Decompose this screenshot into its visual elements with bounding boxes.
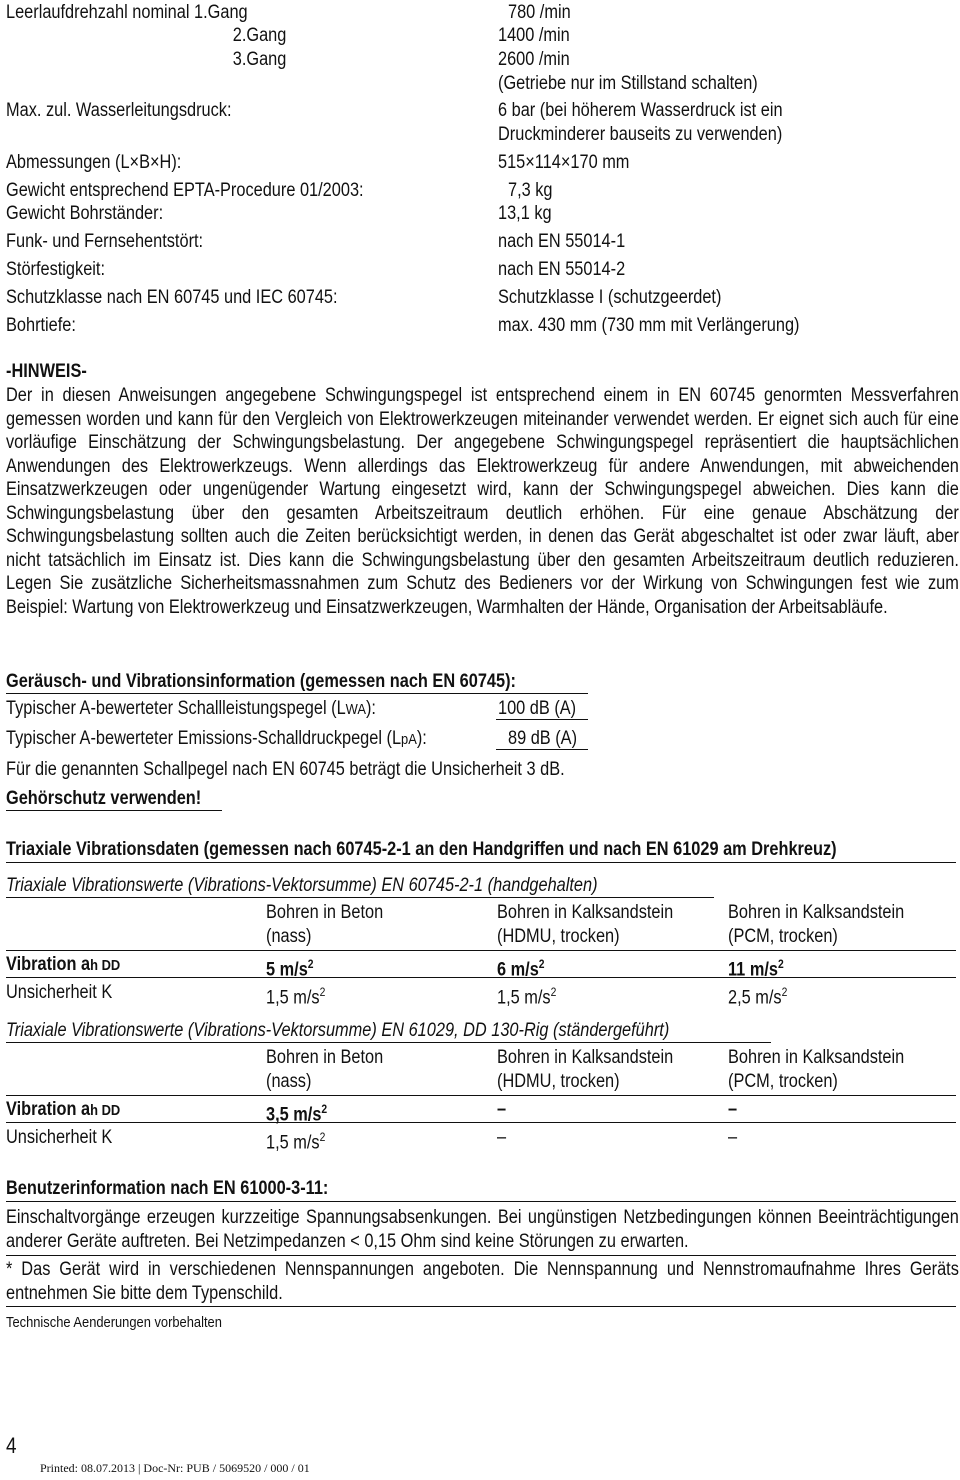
noise-title-underline — [6, 693, 588, 694]
user-info-title: Benutzerinformation nach EN 61000-3-11: — [6, 1178, 329, 1199]
table2-col2-header-a: Bohren in Kalksandstein — [497, 1047, 674, 1068]
print-info: Printed: 08.07.2013 | Doc-Nr: PUB / 5069520 / 000 / 01 — [40, 1461, 310, 1475]
spec-idle-label: Leerlaufdrehzahl nominal 1.Gang — [6, 2, 248, 23]
spec-idle-value-1: 780 /min — [508, 2, 571, 23]
spec-dimensions-value: 515×114×170 mm — [498, 152, 630, 173]
table1-col3-header-a: Bohren in Kalksandstein — [728, 902, 905, 923]
table1-vibration-label: Vibration ah DD — [6, 954, 121, 975]
table2-uncertainty-value-3: – — [728, 1127, 738, 1148]
noise-pressure-label: Typischer A-bewerteter Emissions-Schalldruckpegel (LpA): — [6, 728, 427, 749]
spec-immunity-label: Störfestigkeit: — [6, 259, 105, 280]
spec-stand-weight-label: Gewicht Bohrständer: — [6, 203, 164, 224]
table1-subtitle-underline — [6, 897, 714, 898]
table1-uncertainty-value-3: 2,5 $m/s^2$ — [728, 985, 788, 1009]
table2-vibration-value-1: 3,5 $m/s^2$ — [266, 1102, 328, 1126]
noise-protection: Gehörschutz verwenden! — [6, 788, 202, 809]
table1-col2-header-a: Bohren in Kalksandstein — [497, 902, 674, 923]
table2-col1-header-b: (nass) — [266, 1071, 312, 1092]
table1-uncertainty-value-1: 1,5 $m/s^2$ — [266, 985, 326, 1009]
table2-uncertainty-label: Unsicherheit K — [6, 1127, 113, 1148]
spec-idle-value-3: 2600 /min — [498, 49, 570, 70]
table2-vibration-value-3: – — [728, 1099, 738, 1120]
table1-header-rule — [6, 950, 956, 951]
spec-idle-value-2: 1400 /min — [498, 25, 570, 46]
table2-header-rule — [6, 1095, 956, 1096]
vibration-title: Triaxiale Vibrationsdaten (gemessen nach 60745-2-1 an den Handgriffen und nach EN 61029 am Drehkreuz) — [6, 839, 837, 860]
user-info-title-underline — [6, 1201, 956, 1202]
notice-text: Der in diesen Anweisungen angegebene Schwingungspegel ist entsprechend einem in EN 60745 genormten Messverfahren gemessen worden und kann für den Vergleich von Elektrowerkzeugen miteinander verwendet werden. Er eignet sich auch für eine vorläufige Einschätzung der Schwingungsbelastung. Der angegebene Schwingungspegel repräsentiert die hauptsächlichen Anwendungen des Elektrowerkzeugs. Wenn allerdings das Elektrowerkzeug für andere Anwendungen, mit abweichenden Einsatzwerkzeugen oder ungenügender Wartung eingesetzt wird, kann der Schwingungspegel abweichen. Dies kann die Schwingungsbelastung über den gesamten Arbeitszeitraum deutlich erhöhen. Für eine genaue Abschätzung der Schwingungsbelastung sollten auch die Zeiten berücksichtigt werden, in denen das Gerät abgeschaltet ist oder zwar läuft, aber nicht tatsächlich im Einsatz ist. Dies kann die Schwingungsbelastung über den gesamten Arbeitszeitraum deutlich reduzieren. Legen Sie zusätzliche Sicherheitsmassnahmen zum Schutz des Bedieners vor der Wirkung von Schwingungen fest wie zum Beispiel: Wartung von Elektrowerkzeug und Einsatzwerkzeugen, Warmhalten der Hände, Organisation der Arbeitsabläufe. — [6, 385, 959, 618]
technical-changes-note: Technische Aenderungen vorbehalten — [6, 1314, 222, 1331]
noise-title: Geräusch- und Vibrationsinformation (gemessen nach EN 60745): — [6, 671, 517, 692]
table1-uncertainty-label: Unsicherheit K — [6, 982, 113, 1003]
spec-depth-label: Bohrtiefe: — [6, 315, 76, 336]
table1-col1-header-a: Bohren in Beton — [266, 902, 384, 923]
table2-subtitle: Triaxiale Vibrationswerte (Vibrations-Vektorsumme) EN 61029, DD 130-Rig (ständergeführt) — [6, 1020, 670, 1041]
spec-water-value-1: 6 bar (bei höherem Wasserdruck ist ein — [498, 100, 783, 121]
spec-radio-label: Funk- und Fernsehentstört: — [6, 231, 204, 252]
spec-protection-label: Schutzklasse nach EN 60745 und IEC 60745: — [6, 287, 338, 308]
table1-col3-header-b: (PCM, trocken) — [728, 926, 838, 947]
noise-power-underline — [496, 719, 588, 720]
spec-water-value-2: Druckminderer bauseits zu verwenden) — [498, 124, 783, 145]
user-info-footnote: * Das Gerät wird in verschiedenen Nennspannungen angeboten. Die Nennspannung und Nennstromaufnahme Ihres Geräts entnehmen Sie bitte dem Typenschild. — [6, 1259, 959, 1304]
table1-col2-header-b: (HDMU, trocken) — [497, 926, 620, 947]
user-info-text: Einschaltvorgänge erzeugen kurzzeitige Spannungsabsenkungen. Bei ungünstigen Netzbedingungen können Beeinträchtigungen anderer Geräte auftreten. Bei Netzimpedanzen < 0,15 Ohm sind keine Störungen zu erwarten. — [6, 1207, 959, 1252]
spec-stand-weight-value: 13,1 kg — [498, 203, 552, 224]
noise-protection-underline — [6, 810, 222, 811]
spec-gear2-label: 2.Gang — [232, 25, 286, 46]
spec-immunity-value: nach EN 55014-2 — [498, 259, 626, 280]
table1-col1-header-b: (nass) — [266, 926, 312, 947]
spec-weight-value: 7,3 kg — [508, 180, 553, 201]
table1-row-rule — [6, 977, 956, 978]
spec-water-label: Max. zul. Wasserleitungsdruck: — [6, 100, 232, 121]
spec-radio-value: nach EN 55014-1 — [498, 231, 626, 252]
spec-dimensions-label: Abmessungen (L×B×H): — [6, 152, 182, 173]
spec-idle-note: (Getriebe nur im Stillstand schalten) — [498, 73, 758, 94]
user-info-footnote-underline — [6, 1306, 956, 1307]
spec-gear3-label: 3.Gang — [232, 49, 286, 70]
table2-uncertainty-value-2: – — [497, 1127, 507, 1148]
spec-depth-value: max. 430 mm (730 mm mit Verlängerung) — [498, 315, 800, 336]
noise-power-label: Typischer A-bewerteter Schallleistungspegel (LWA): — [6, 698, 376, 719]
notice-title: -HINWEIS- — [6, 361, 87, 382]
noise-pressure-value: 89 dB (A) — [508, 728, 578, 749]
noise-pressure-underline — [496, 749, 588, 750]
table2-col3-header-b: (PCM, trocken) — [728, 1071, 838, 1092]
noise-power-value: 100 dB (A) — [498, 698, 577, 719]
table1-uncertainty-value-2: 1,5 $m/s^2$ — [497, 985, 557, 1009]
table1-vibration-value-1: 5 $m/s^2$ — [266, 957, 314, 981]
spec-weight-label: Gewicht entsprechend EPTA-Procedure 01/2003: — [6, 180, 364, 201]
table2-subtitle-underline — [6, 1042, 771, 1043]
table2-col1-header-a: Bohren in Beton — [266, 1047, 384, 1068]
page-number: 4 — [6, 1433, 17, 1458]
noise-uncertainty: Für die genannten Schallpegel nach EN 60745 beträgt die Unsicherheit 3 dB. — [6, 759, 565, 780]
table2-col2-header-b: (HDMU, trocken) — [497, 1071, 620, 1092]
table1-subtitle: Triaxiale Vibrationswerte (Vibrations-Vektorsumme) EN 60745-2-1 (handgehalten) — [6, 875, 598, 896]
spec-protection-value: Schutzklasse I (schutzgeerdet) — [498, 287, 722, 308]
table2-vibration-label: Vibration ah DD — [6, 1099, 121, 1120]
table2-vibration-value-2: – — [497, 1099, 507, 1120]
vibration-title-underline — [6, 862, 956, 863]
table1-vibration-value-3: 11 $m/s^2$ — [728, 957, 784, 981]
user-info-text-underline — [6, 1255, 956, 1256]
table2-row-rule — [6, 1122, 956, 1123]
table1-vibration-value-2: 6 $m/s^2$ — [497, 957, 545, 981]
table2-col3-header-a: Bohren in Kalksandstein — [728, 1047, 905, 1068]
table2-uncertainty-value-1: 1,5 $m/s^2$ — [266, 1130, 326, 1154]
